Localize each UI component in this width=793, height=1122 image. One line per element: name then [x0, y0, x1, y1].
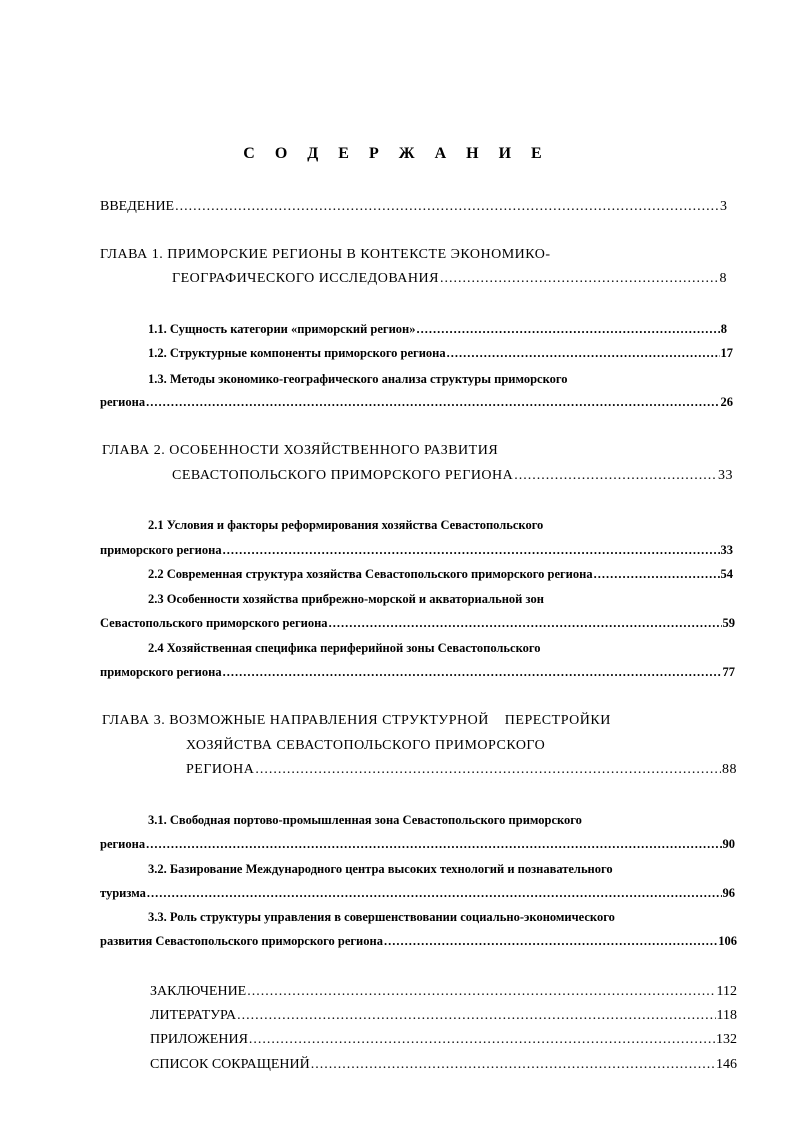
- page-number: 106: [718, 934, 737, 948]
- entry-label: СЕВАСТОПОЛЬСКОГО ПРИМОРСКОГО РЕГИОНА: [172, 468, 514, 483]
- entry-label: РЕГИОНА: [186, 762, 255, 777]
- entry-label: приморского региона: [100, 665, 222, 679]
- page-number: 90: [722, 837, 735, 851]
- page-number: 88: [722, 762, 737, 777]
- leader-dots: [147, 884, 722, 902]
- toc-entry-2-1[interactable]: [100, 541, 733, 559]
- toc-entry-1-3-line1: 1.3. Методы экономико-географического анализа структуры приморского: [148, 372, 568, 386]
- toc-entry-1-3[interactable]: [100, 393, 733, 411]
- page-number: 3: [720, 199, 727, 214]
- entry-label: региона: [100, 395, 146, 409]
- toc-entry-conclusion[interactable]: [150, 983, 737, 1001]
- page-number: 54: [720, 567, 733, 581]
- entry-label: Севастопольского приморского региона: [100, 616, 328, 630]
- toc-entry-2-3-line1: 2.3 Особенности хозяйства прибрежно-морской и акваториальной зон: [148, 592, 544, 606]
- entry-label: 1.1. Сущность категории «приморский регион»: [148, 322, 416, 336]
- toc-entry-2-2[interactable]: [148, 565, 733, 583]
- entry-label: региона: [100, 837, 146, 851]
- entry-label: 1.2. Структурные компоненты приморского региона: [148, 346, 446, 360]
- leader-dots: [175, 198, 719, 216]
- page-number: 118: [716, 1008, 737, 1023]
- toc-entry-2-4[interactable]: [100, 663, 735, 681]
- toc-title: С О Д Е Р Ж А Н И Е: [243, 145, 550, 162]
- toc-entry-abbreviations[interactable]: [150, 1056, 737, 1074]
- toc-entry-2-3[interactable]: [100, 614, 735, 632]
- leader-dots: [311, 1056, 715, 1074]
- leader-dots: [417, 320, 720, 338]
- page-number: 59: [722, 616, 735, 630]
- toc-entry-3-1-line1: 3.1. Свободная портово-промышленная зона Севастопольского приморского: [148, 813, 582, 827]
- toc-entry-1-2[interactable]: [148, 344, 733, 362]
- leader-dots: [255, 761, 721, 779]
- leader-dots: [223, 663, 722, 681]
- toc-entry-3-2[interactable]: [100, 884, 735, 902]
- page-number: 17: [720, 346, 733, 360]
- chapter-3-heading-line2: ХОЗЯЙСТВА СЕВАСТОПОЛЬСКОГО ПРИМОРСКОГО: [186, 738, 546, 753]
- leader-dots: [594, 565, 720, 583]
- entry-label: ПРИЛОЖЕНИЯ: [150, 1032, 248, 1047]
- toc-entry-3-3[interactable]: [100, 932, 737, 950]
- toc-entry-2-1-line1: 2.1 Условия и факторы реформирования хозяйства Севастопольского: [148, 518, 544, 532]
- page-number: 33: [718, 468, 733, 483]
- leader-dots: [447, 344, 720, 362]
- chapter-2-heading: ГЛАВА 2. ОСОБЕННОСТИ ХОЗЯЙСТВЕННОГО РАЗВИТИЯ: [102, 443, 499, 458]
- toc-entry-3-2-line1: 3.2. Базирование Международного центра высоких технологий и познавательного: [148, 862, 613, 876]
- toc-entry-3-1[interactable]: [100, 835, 735, 853]
- toc-entry-chapter-1[interactable]: [172, 270, 727, 288]
- page-number: 8: [719, 271, 727, 286]
- entry-label: ЗАКЛЮЧЕНИЕ: [150, 984, 247, 999]
- toc-entry-3-3-line1: 3.3. Роль структуры управления в совершенствовании социально-экономического: [148, 910, 615, 924]
- entry-label: ГЕОГРАФИЧЕСКОГО ИССЛЕДОВАНИЯ: [172, 271, 439, 286]
- entry-label: туризма: [100, 886, 146, 900]
- page-number: 112: [716, 984, 737, 999]
- entry-label: 2.2 Современная структура хозяйства Севастопольского приморского региона: [148, 567, 593, 581]
- leader-dots: [514, 467, 717, 485]
- toc-entry-1-1[interactable]: [148, 320, 727, 338]
- toc-entry-chapter-3[interactable]: [186, 761, 737, 779]
- entry-label: ЛИТЕРАТУРА: [150, 1008, 237, 1023]
- page-number: 26: [720, 395, 733, 409]
- page-number: 8: [720, 322, 727, 336]
- leader-dots: [440, 270, 719, 288]
- leader-dots: [237, 1007, 715, 1025]
- toc-entry-literature[interactable]: [150, 1007, 737, 1025]
- page-number: 96: [722, 886, 735, 900]
- leader-dots: [329, 614, 722, 632]
- leader-dots: [146, 393, 719, 411]
- toc-entry-appendices[interactable]: [150, 1031, 737, 1049]
- page-number: 132: [716, 1032, 737, 1047]
- toc-entry-chapter-2[interactable]: [172, 467, 733, 485]
- chapter-3-heading-line1: ГЛАВА 3. ВОЗМОЖНЫЕ НАПРАВЛЕНИЯ СТРУКТУРНОЙ ПЕРЕСТРОЙКИ: [102, 713, 611, 728]
- leader-dots: [247, 983, 715, 1001]
- entry-label: ВВЕДЕНИЕ: [100, 199, 175, 214]
- entry-label: СПИСОК СОКРАЩЕНИЙ: [150, 1057, 310, 1072]
- page-number: 146: [716, 1057, 737, 1072]
- page-number: 77: [722, 665, 735, 679]
- chapter-1-heading: ГЛАВА 1. ПРИМОРСКИЕ РЕГИОНЫ В КОНТЕКСТЕ ЭКОНОМИКО-: [100, 247, 551, 262]
- leader-dots: [146, 835, 721, 853]
- toc-entry-2-4-line1: 2.4 Хозяйственная специфика периферийной зоны Севастопольского: [148, 641, 541, 655]
- entry-label: развития Севастопольского приморского региона: [100, 934, 383, 948]
- leader-dots: [249, 1031, 715, 1049]
- leader-dots: [223, 541, 720, 559]
- page-number: 33: [720, 543, 733, 557]
- leader-dots: [384, 932, 717, 950]
- entry-label: приморского региона: [100, 543, 222, 557]
- toc-entry-intro[interactable]: [100, 198, 727, 216]
